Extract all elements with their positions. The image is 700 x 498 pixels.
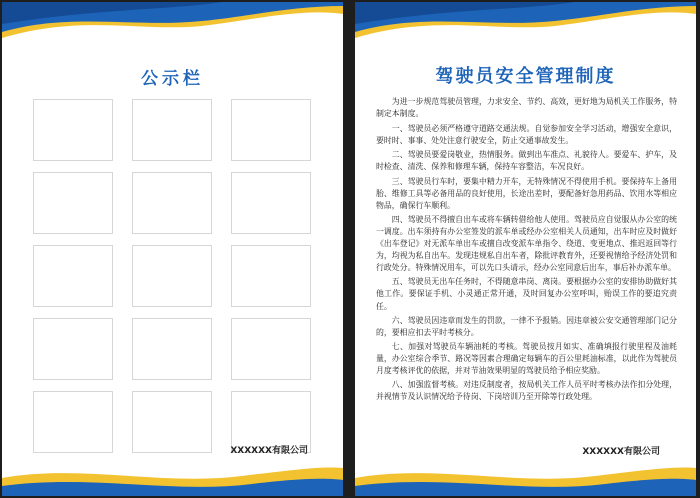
notice-cell [132,318,212,380]
top-wave-decoration [2,2,343,72]
notice-cell [33,172,113,234]
regulation-item: 六、驾驶员因违章而发生的罚款，一律不予报销。因违章被公安交通管理部门记分的，要相应扣去平时考核分。 [376,315,677,337]
notice-cell [33,391,113,453]
company-name: XXXXXX有限公司 [582,447,660,457]
bottom-wave-decoration [2,456,343,496]
notice-cell [231,172,311,234]
left-notice-board [2,2,343,496]
right-regulation-board [355,2,696,496]
bottom-wave-decoration [355,456,696,496]
notice-cell [132,391,212,453]
regulation-item: 三、驾驶员行车时，要集中精力开车，无特殊情况不得使用手机。要保持车上备用胎、维修工具等必备用品的良好使用，长途出差时，要配备好急用药品、饮用水等相应物品，确保行车顺利。 [376,176,677,210]
notice-cell [231,245,311,307]
regulation-item: 四、驾驶员不得擅自出车或将车辆转借给他人使用。驾驶员应自觉服从办公室的统一调度。出车须持有办公室签发的派车单或经办公室相关人员通知，出车时应及时做好《出车登记》对无派车单出车或擅自改变派车单指令、绕道、变更地点、推迟返回等行为，均视为私自出车。发现违规私自出车者，除批评教育外，还要视情给予经济处罚和行政处分。特殊情况用车，可以先口头请示，经办公室同意后出车，事后补办派车单。 [376,214,677,273]
company-name: XXXXXX有限公司 [230,446,308,456]
page-title: 公示栏 [141,69,204,89]
notice-cell [132,99,212,161]
notice-cell [33,245,113,307]
notice-cell [132,172,212,234]
intro-paragraph: 为进一步规范驾驶员管理，力求安全、节约、高效，更好地为局机关工作服务，特制定本制度。 [376,97,677,119]
regulation-item: 二、驾驶员要爱岗敬业，热情服务。做到出车准点、礼貌待人。要爱车、护车，及时检查、清洗、保养和修理车辆，保持车容整洁，车况良好。 [376,150,677,172]
notice-cell [33,318,113,380]
regulation-item: 八、加强监督考核。对违反制度者，按局机关工作人员平时考核办法作扣分处理，并视情节及认识情况给予待岗、下岗培训乃至开除等行政处理。 [376,380,677,402]
notice-cell [231,318,311,380]
regulation-item: 七、加强对驾驶员车辆油耗的考核。驾驶员按月如实、准确填报行驶里程及油耗量，办公室综合季节、路况等因素合理确定每辆车的百公里耗油标准，以此作为驾驶员月度考核评优的依据，并对节油效果明显的驾驶员给予相应奖励。 [376,341,677,375]
notice-cell [231,99,311,161]
regulation-body [376,96,677,405]
notice-cell [132,245,212,307]
notice-cell [33,99,113,161]
regulation-item: 五、驾驶员无出车任务时，不得随意串岗、离岗。要根据办公室的安排协助做好其他工作。要保证手机、小灵通正常开通，及时回复办公室呼叫，贻误工作的要追究责任。 [376,277,677,311]
regulation-title: 驾驶员安全管理制度 [435,66,616,87]
regulation-item: 一、驾驶员必须严格遵守道路交通法规。自觉参加安全学习活动，增强安全意识，要时时、事事、处处注意行驶安全，防止交通事故发生。 [376,124,677,146]
notice-grid [33,99,312,453]
